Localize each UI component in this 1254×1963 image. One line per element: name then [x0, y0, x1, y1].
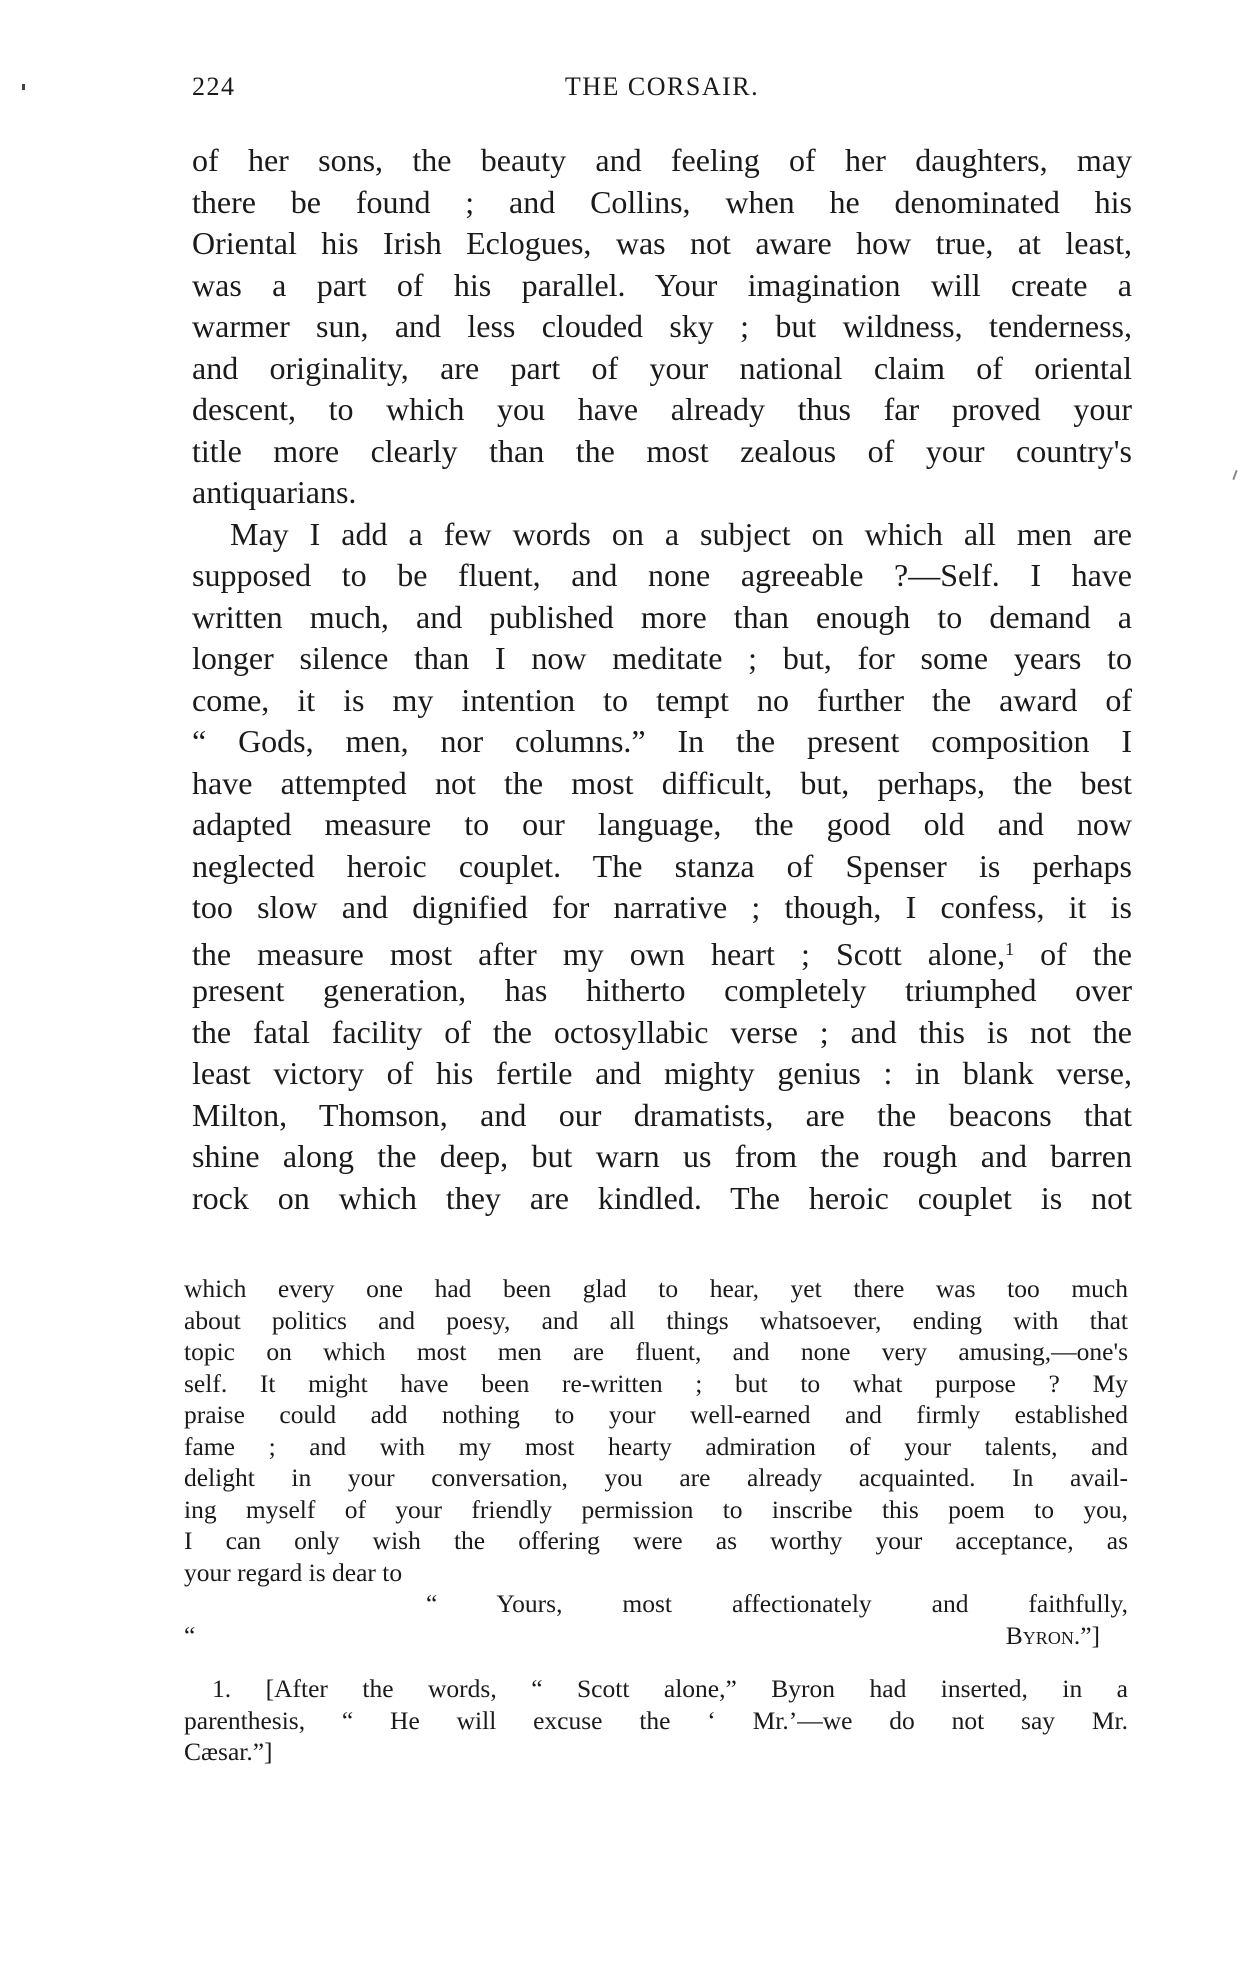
main-text	[192, 140, 1132, 1219]
text-line: neglected heroic couplet. The stanza of Spenser is perhaps	[192, 847, 1132, 884]
text-line: Milton, Thomson, and our dramatists, are the beacons that	[192, 1096, 1132, 1133]
text-line: too slow and dignified for narrative ; though, I confess, it is	[192, 889, 1132, 925]
text-line: descent, to which you have already thus far proved your	[192, 391, 1132, 427]
text-line: the fatal facility of the octosyllabic verse ; and this is not the	[192, 1013, 1132, 1050]
margin-speck	[1232, 470, 1237, 480]
footnote-line	[184, 1673, 1128, 1705]
text-line: there be found ; and Collins, when he denominated his	[192, 183, 1132, 220]
footnote-reference[interactable]: 1	[1005, 938, 1015, 959]
text-line: and originality, are part of your national claim of oriental	[192, 349, 1132, 386]
note-line: topic on which most men are fluent, and none very amusing,—one's	[184, 1337, 1128, 1366]
text-line: have attempted not the most difficult, but, perhaps, the best	[192, 764, 1132, 801]
text-line: supposed to be fluent, and none agreeable ?—Self. I have	[192, 557, 1132, 593]
text-segment: the measure most after my own heart ; Scott alone,	[192, 935, 1006, 972]
footnote-line: parenthesis, “ He will excuse the ‘ Mr.’—we do not say Mr.	[184, 1705, 1128, 1735]
text-line: present generation, has hitherto completely triumphed over	[192, 972, 1132, 1008]
page-header	[192, 72, 1132, 112]
text-line: “ Gods, men, nor columns.” In the present composition I	[192, 723, 1132, 759]
text-line: title more clearly than the most zealous of your country's	[192, 432, 1132, 469]
text-line: written much, and published more than enough to demand a	[192, 598, 1132, 635]
note-line: fame ; and with my most hearty admiration of your talents, and	[184, 1431, 1128, 1461]
margin-mark	[22, 84, 25, 90]
text-line: warmer sun, and less clouded sky ; but wildness, tenderness,	[192, 308, 1132, 344]
running-title: THE CORSAIR.	[564, 72, 760, 101]
text-line: least victory of his fertile and mighty genius : in blank verse,	[192, 1055, 1132, 1091]
note-line: praise could add nothing to your well-earned and firmly established	[184, 1400, 1128, 1429]
note-line: I can only wish the offering were as worthy your acceptance, as	[184, 1526, 1128, 1555]
text-line: rock on which they are kindled. The heroic couplet is not	[192, 1179, 1132, 1216]
footnote-text: [After the words, “ Scott alone,” Byron had inserted, in a	[265, 1674, 1129, 1703]
note-line: delight in your conversation, you are already acquainted. In avail-	[184, 1463, 1128, 1492]
text-line: come, it is my intention to tempt no further the award of	[192, 681, 1132, 718]
text-line: Oriental his Irish Eclogues, was not aware how true, at least,	[192, 225, 1132, 261]
note-line: about politics and poesy, and all things whatsoever, ending with that	[184, 1305, 1128, 1335]
note-line: ing myself of your friendly permission to inscribe this poem to you,	[184, 1494, 1128, 1524]
text-line: antiquarians.	[192, 474, 357, 510]
footnote-number: 1.	[212, 1674, 232, 1703]
text-line: shine along the deep, but warn us from the rough and barren	[192, 1138, 1132, 1174]
signoff: “ Yours, most affectionately and faithfully,	[426, 1589, 1128, 1618]
note-line: self. It might have been re-written ; but to what purpose ? My	[184, 1368, 1128, 1398]
signature: “ Byron.”]	[184, 1620, 1100, 1650]
footnote-line: Cæsar.”]	[184, 1737, 273, 1766]
note-line: your regard is dear to	[184, 1557, 403, 1587]
text-line: of her sons, the beauty and feeling of her daughters, may	[192, 142, 1132, 178]
note-line: which every one had been glad to hear, yet there was too much	[184, 1274, 1128, 1303]
text-line: adapted measure to our language, the good old and now	[192, 806, 1132, 842]
text-segment: of the	[1014, 935, 1133, 972]
text-line: longer silence than I now meditate ; but, for some years to	[192, 640, 1132, 676]
text-line: May I add a few words on a subject on which all men are	[230, 515, 1132, 552]
page-number: 224	[192, 72, 236, 101]
text-line-with-footnote-ref	[192, 929, 1132, 971]
continued-note	[184, 1273, 1128, 1768]
text-line: was a part of his parallel. Your imagination will create a	[192, 266, 1132, 303]
